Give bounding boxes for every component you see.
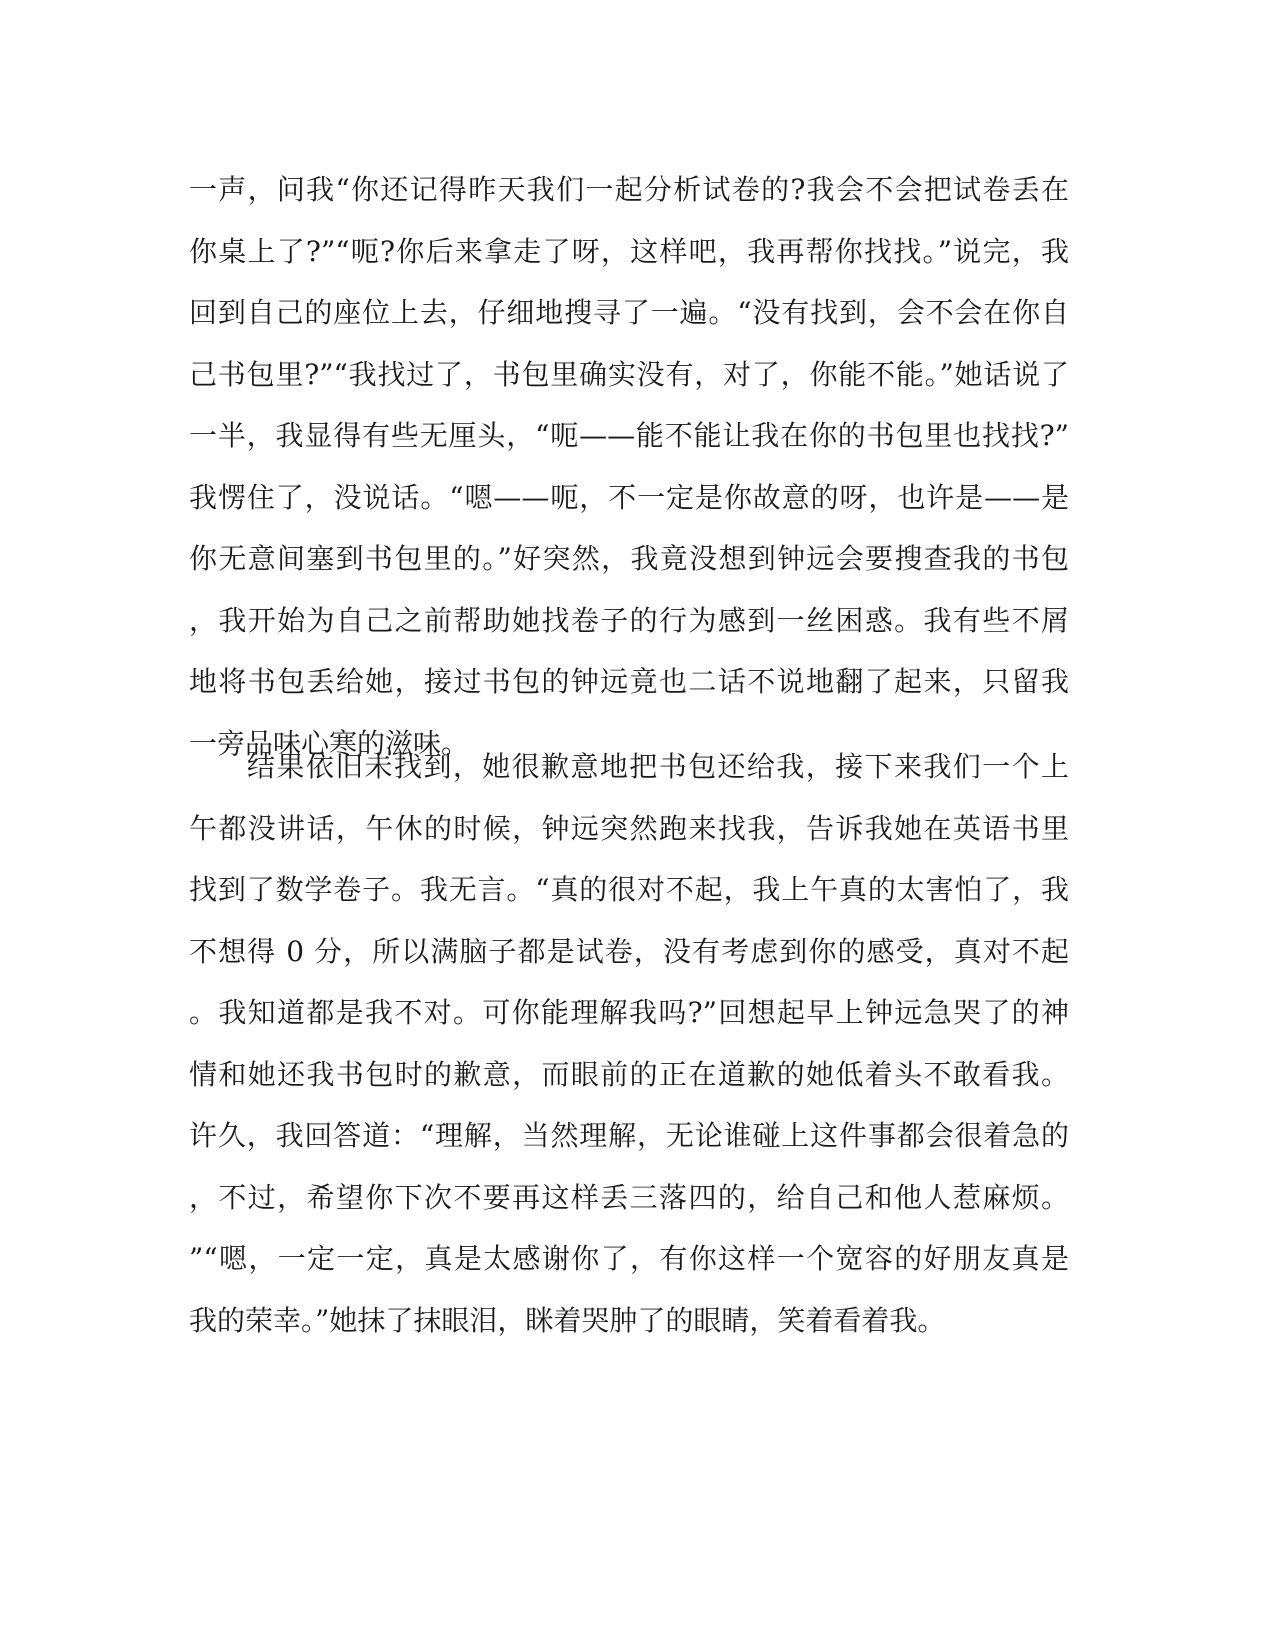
text-line: ，我开始为自己之前帮助她找卷子的行为感到一丝困惑。我有些不屑	[189, 603, 1069, 637]
text-line: 情和她还我书包时的歉意，而眼前的正在道歉的她低着头不敢看我。	[189, 1057, 1069, 1091]
text-line: 你桌上了?”“呃?你后来拿走了呀，这样吧，我再帮你找找。”说完，我	[189, 234, 1069, 268]
text-line: 一半，我显得有些无厘头，“呃——能不能让我在你的书包里也找找?”	[189, 419, 1069, 452]
text-line: 我愣住了，没说话。“嗯——呃，不一定是你故意的呀，也许是——是	[189, 480, 1069, 514]
text-line: 不想得 0 分，所以满脑子都是试卷，没有考虑到你的感受，真对不起	[189, 934, 1069, 968]
text-line: 地将书包丢给她，接过书包的钟远竟也二话不说地翻了起来，只留我	[189, 665, 1069, 698]
text-line: 结果依旧未找到，她很歉意地把书包还给我，接下来我们一个上	[247, 750, 1069, 783]
text-line: ”“嗯，一定一定，真是太感谢你了，有你这样一个宽容的好朋友真是	[189, 1242, 1069, 1275]
text-line: 我的荣幸。”她抹了抹眼泪，眯着哭肿了的眼睛，笑着看着我。	[189, 1303, 946, 1337]
text-line: 午都没讲话，午休的时候，钟远突然跑来找我，告诉我她在英语书里	[189, 811, 1069, 845]
text-line: 许久，我回答道：“理解，当然理解，无论谁碰上这件事都会很着急的	[189, 1119, 1069, 1152]
text-line: 你无意间塞到书包里的。”好突然，我竟没想到钟远会要搜查我的书包	[189, 542, 1069, 575]
paragraph	[189, 736, 1069, 1351]
text-line: 。我知道都是我不对。可你能理解我吗?”回想起早上钟远急哭了的神	[189, 996, 1069, 1029]
text-line: 一旁品味心寒的滋味。	[189, 726, 470, 760]
text-line: ，不过，希望你下次不要再这样丢三落四的，给自己和他人惹麻烦。	[189, 1180, 1069, 1214]
paragraph	[189, 159, 1069, 774]
text-line: 己书包里?”“我找过了，书包里确实没有，对了，你能不能。”她话说了	[189, 357, 1069, 391]
text-line: 一声，问我“你还记得昨天我们一起分析试卷的?我会不会把试卷丢在	[189, 173, 1069, 206]
text-line: 回到自己的座位上去，仔细地搜寻了一遍。“没有找到，会不会在你自	[189, 296, 1069, 329]
text-line: 找到了数学卷子。我无言。“真的很对不起，我上午真的太害怕了，我	[189, 873, 1069, 906]
